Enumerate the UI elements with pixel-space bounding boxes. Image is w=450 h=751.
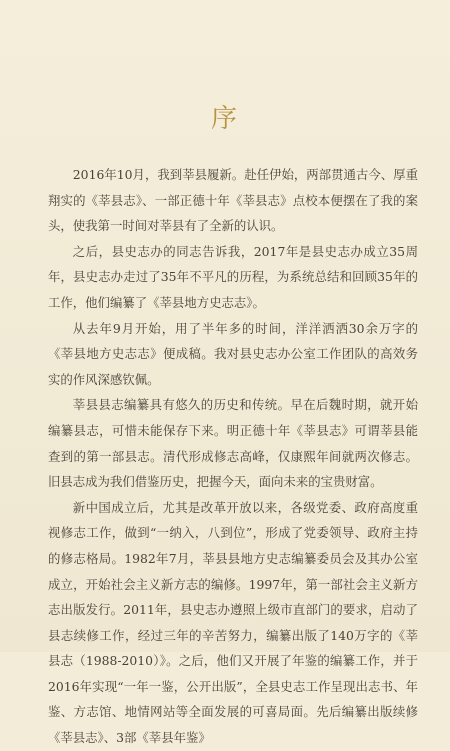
body-text [48, 162, 418, 751]
paragraph: 从去年9月开始，用了半年多的时间，洋洋洒洒30余万字的《莘县地方史志志》便成稿。我对县史志办公室工作团队的高效务实的作风深感钦佩。 [48, 320, 418, 387]
paragraph: 新中国成立后，尤其是改革开放以来，各级党委、政府高度重视修志工作，做到“一纳入，八到位”，形成了党委领导、政府主持的修志格局。1982年7月，莘县县地方史志编纂委员会及其办公室成立，开始社会主义新方志的编修。1997年，第一部社会主义新方志出版发行。2011年，县史志办遵照上级市直部门的要求，启动了县志续修工作，经过三年的辛苦努力，编纂出版了140万字的《莘县志（1988-2010）》。之后，他们又开展了年鉴的编纂工作，并于2016年实现“一年一鉴，公开出版”，全县史志工作呈现出志书、年鉴、方志馆、地情网站等全面发展的可喜局面。先后编纂出版续修《莘县志》、3部《莘县年鉴》 [48, 499, 418, 746]
paragraph: 之后，县史志办的同志告诉我，2017年是县史志办成立35周年，县史志办走过了35年不平凡的历程，为系统总结和回顾35年的工作，他们编纂了《莘县地方史志志》。 [48, 243, 418, 310]
paragraph: 2016年10月，我到莘县履新。赴任伊始，两部贯通古今、厚重翔实的《莘县志》、一部正德十年《莘县志》点校本便摆在了我的案头，使我第一时间对莘县有了全新的认识。 [48, 167, 418, 234]
paragraph: 莘县县志编纂具有悠久的历史和传统。早在后魏时期，就开始编纂县志，可惜未能保存下来。明正德十年《莘县志》可谓莘县能查到的第一部县志。清代形成修志高峰，仅康熙年间就两次修志。旧县志成为我们借鉴历史，把握今天，面向未来的宝贵财富。 [48, 397, 418, 490]
page-title: 序 [210, 104, 239, 134]
